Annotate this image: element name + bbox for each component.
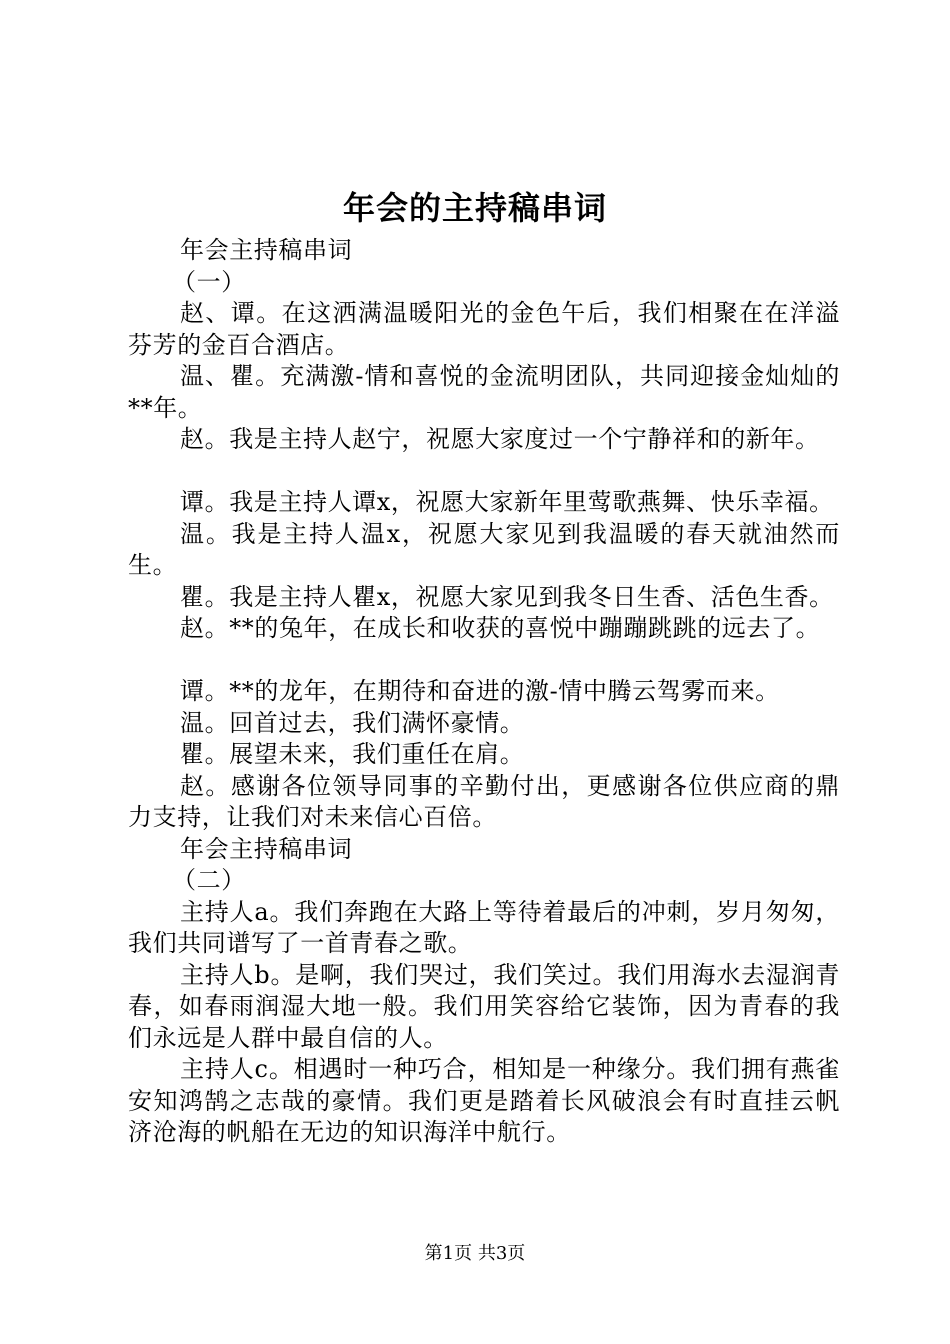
paragraph: 主持人c。相遇时一种巧合，相知是一种缘分。我们拥有燕雀安知鸿鹄之志哉的豪情。我们更是踏着长风破浪会有时直挂云帆济沧海的帆船在无边的知识海洋中航行。 xyxy=(128,1055,840,1146)
section-number-2: （二） xyxy=(172,866,246,894)
paragraph: 主持人a。我们奔跑在大路上等待着最后的冲刺，岁月匆匆，我们共同谱写了一首青春之歌。 xyxy=(128,897,840,957)
document-title: 年会的主持稿串词 xyxy=(342,189,607,227)
paragraph: 温。回首过去，我们满怀豪情。 xyxy=(180,708,525,737)
paragraph: 谭。我是主持人谭x，祝愿大家新年里莺歌燕舞、快乐幸福。 xyxy=(180,488,834,516)
page-footer: 第1页 共3页 xyxy=(424,1243,526,1264)
paragraph: 瞿。展望未来，我们重任在肩。 xyxy=(180,740,525,768)
paragraph: 主持人b。是啊，我们哭过，我们笑过。我们用海水去湿润青春，如春雨润湿大地一般。我们用笑容给它装饰，因为青春的我们永远是人群中最自信的人。 xyxy=(128,960,840,1052)
paragraph: 谭。**的龙年，在期待和奋进的激-情中腾云驾雾而来。 xyxy=(180,677,780,705)
section-heading-2: 年会主持稿串词 xyxy=(180,834,353,863)
paragraph: 赵。我是主持人赵宁，祝愿大家度过一个宁静祥和的新年。 xyxy=(180,425,820,453)
document-body xyxy=(128,235,840,1149)
section-number-1: （一） xyxy=(172,267,246,296)
section-heading-1: 年会主持稿串词 xyxy=(180,236,353,264)
paragraph: 赵。**的兔年，在成长和收获的喜悦中蹦蹦跳跳的远去了。 xyxy=(180,614,821,642)
paragraph: 赵。感谢各位领导同事的辛勤付出，更感谢各位供应商的鼎力支持，让我们对未来信心百倍。 xyxy=(128,771,840,831)
paragraph: 温、瞿。充满激-情和喜悦的金流明团队，共同迎接金灿灿的**年。 xyxy=(128,362,840,422)
paragraph: 赵、谭。在这洒满温暖阳光的金色午后，我们相聚在在洋溢芬芳的金百合酒店。 xyxy=(128,299,840,359)
paragraph: 瞿。我是主持人瞿x，祝愿大家见到我冬日生香、活色生香。 xyxy=(180,582,834,611)
paragraph: 温。我是主持人温x，祝愿大家见到我温暖的春天就油然而生。 xyxy=(128,519,840,579)
